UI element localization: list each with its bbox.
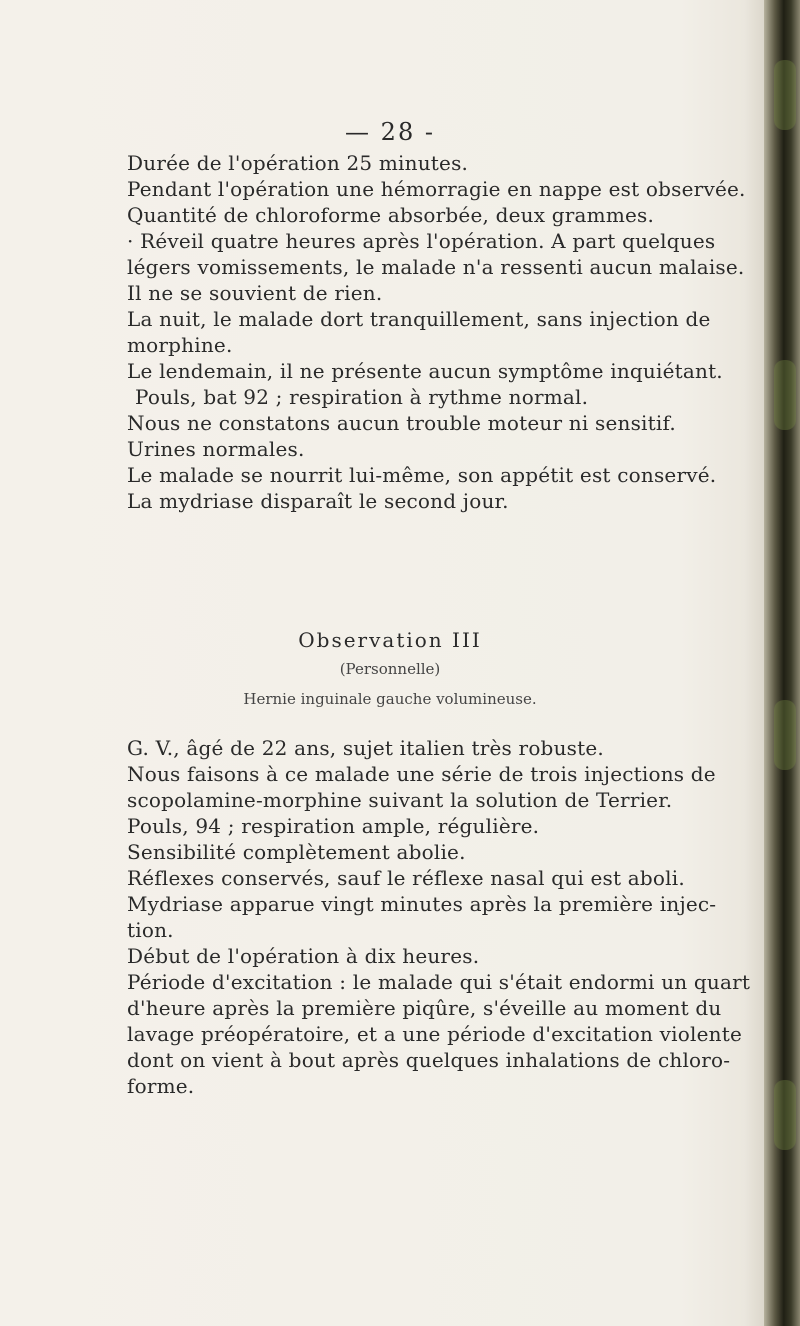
text-line: Durée de l'opération 25 minutes.	[127, 151, 469, 175]
text-line: Pendant l'opération une hémorragie en nappe est observée.	[127, 177, 746, 201]
observation-description: Hernie inguinale gauche volumineuse.	[243, 690, 537, 708]
text-line: forme.	[127, 1074, 195, 1098]
paragraph-operation-report	[127, 150, 767, 514]
binding-stain	[774, 1080, 796, 1150]
paragraph-observation-3	[127, 735, 772, 1099]
text-line: Mydriase apparue vingt minutes après la première injec-	[127, 892, 717, 916]
text-line: La nuit, le malade dort tranquillement, sans injection de	[127, 307, 711, 331]
text-line: Le lendemain, il ne présente aucun symptôme inquiétant.	[127, 359, 723, 383]
text-line: Réflexes conservés, sauf le réflexe nasal qui est aboli.	[127, 866, 685, 890]
observation-subtitle: (Personnelle)	[339, 660, 441, 678]
text-line: Quantité de chloroforme absorbée, deux grammes.	[127, 203, 655, 227]
text-line: Urines normales.	[127, 437, 305, 461]
observation-title: Observation III	[298, 628, 482, 652]
text-line: Nous ne constatons aucun trouble moteur ni sensitif.	[127, 411, 676, 435]
text-line: Le malade se nourrit lui-même, son appétit est conservé.	[127, 463, 717, 487]
text-line: tion.	[127, 918, 174, 942]
text-line: Sensibilité complètement abolie.	[127, 840, 466, 864]
text-line: Pouls, 94 ; respiration ample, régulière.	[127, 814, 540, 838]
text-line: · Réveil quatre heures après l'opération. A part quelques	[127, 229, 716, 253]
text-line: scopolamine-morphine suivant la solution de Terrier.	[127, 788, 673, 812]
text-line: Il ne se souvient de rien.	[127, 281, 383, 305]
binding-stain	[774, 360, 796, 430]
text-line: Nous faisons à ce malade une série de trois injections de	[127, 762, 716, 786]
text-line: Période d'excitation : le malade qui s'était endormi un quart	[127, 970, 751, 994]
text-line: morphine.	[127, 333, 233, 357]
text-line: d'heure après la première piqûre, s'éveille au moment du	[127, 996, 722, 1020]
text-line: légers vomissements, le malade n'a ressenti aucun malaise.	[127, 255, 745, 279]
page-number: — 28 -	[345, 118, 435, 146]
text-line: Début de l'opération à dix heures.	[127, 944, 480, 968]
text-line: G. V., âgé de 22 ans, sujet italien très robuste.	[127, 736, 604, 760]
text-line: dont on vient à bout après quelques inhalations de chloro-	[127, 1048, 731, 1072]
text-line: Pouls, bat 92 ; respiration à rythme normal.	[135, 385, 589, 409]
text-line: La mydriase disparaît le second jour.	[127, 489, 509, 513]
text-line: lavage préopératoire, et a une période d'excitation violente	[127, 1022, 742, 1046]
binding-stain	[774, 700, 796, 770]
